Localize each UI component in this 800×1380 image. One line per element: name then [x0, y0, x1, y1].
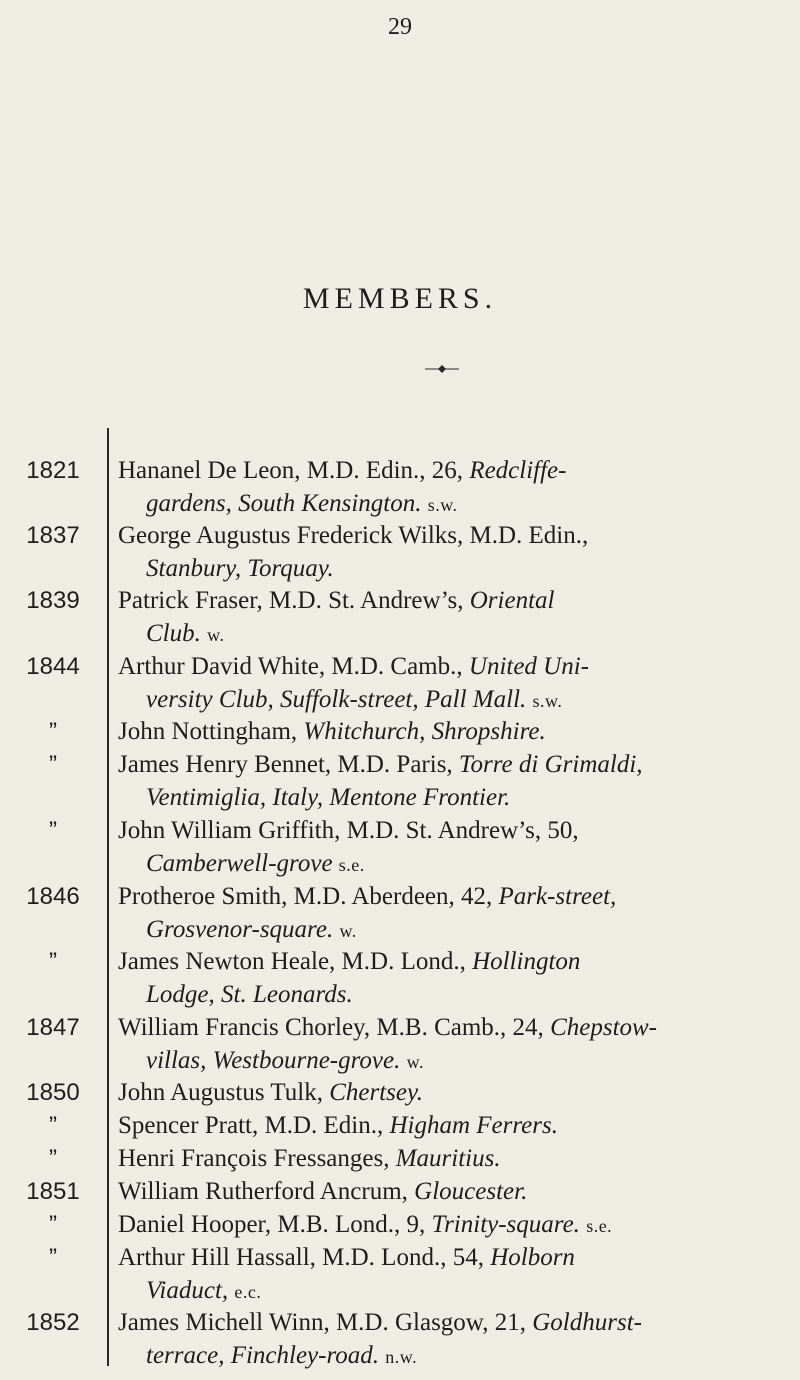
- address-text: Torre di Grimaldi,: [458, 751, 643, 778]
- entry-line-first: [118, 1175, 798, 1208]
- address-text: Park-street,: [498, 883, 617, 910]
- member-entry: [118, 1175, 798, 1208]
- entry-line-continued: [118, 913, 798, 948]
- member-name-text: William Rutherford Ancrum,: [118, 1178, 415, 1205]
- page-number: 29: [388, 14, 412, 40]
- member-entry: [118, 519, 798, 585]
- member-name-text: George Augustus Frederick Wilks, M.D. Edin.,: [118, 522, 589, 549]
- entry-line-continued: [118, 781, 798, 814]
- member-year: 1839: [26, 587, 80, 614]
- postal-district: e.c.: [234, 1282, 262, 1302]
- entry-line-first: [118, 748, 798, 781]
- postal-district: s.e.: [586, 1216, 613, 1236]
- column-divider: [107, 428, 109, 1366]
- member-entry: [118, 748, 798, 814]
- postal-district: s.w.: [532, 691, 563, 711]
- member-year: 1851: [26, 1178, 80, 1205]
- address-text: Whitchurch, Shropshire.: [303, 718, 546, 745]
- member-name-text: James Michell Winn, M.D. Glasgow, 21,: [118, 1309, 533, 1336]
- member-year: ”: [49, 948, 57, 975]
- page-title: MEMBERS.: [302, 282, 498, 315]
- member-name-text: Spencer Pratt, M.D. Edin.,: [118, 1112, 390, 1139]
- member-name-text: Hananel De Leon, M.D. Edin., 26,: [118, 457, 470, 484]
- member-name-text: John William Griffith, M.D. St. Andrew’s, 50,: [118, 817, 579, 844]
- member-year: 1821: [26, 457, 80, 484]
- entry-line-first: [118, 715, 798, 748]
- entry-line-continued: [118, 1044, 798, 1079]
- address-text: Mauritius.: [395, 1145, 501, 1172]
- member-entry: [118, 1011, 798, 1079]
- member-year: 1846: [26, 883, 80, 910]
- entry-line-continued: [118, 683, 798, 718]
- member-entry: [118, 584, 798, 652]
- entry-line-continued: [118, 617, 798, 652]
- member-entry: [118, 454, 798, 522]
- address-text: Oriental: [469, 587, 555, 614]
- member-name-text: Arthur David White, M.D. Camb.,: [118, 653, 469, 680]
- member-name-text: Henri François Fressanges,: [118, 1145, 396, 1172]
- entry-line-continued: [118, 978, 798, 1011]
- entry-line-first: [118, 1241, 798, 1274]
- member-entry: [118, 1241, 798, 1309]
- diamond-rule-ornament-icon: [425, 364, 459, 374]
- member-year: 1850: [26, 1079, 80, 1106]
- entry-line-first: [118, 1011, 798, 1044]
- address-text: Viaduct,: [146, 1277, 229, 1304]
- member-entry: [118, 1306, 798, 1374]
- postal-district: s.w.: [427, 495, 458, 515]
- member-year: ”: [49, 751, 57, 778]
- entry-line-first: [118, 1109, 798, 1142]
- entry-line-first: [118, 454, 798, 487]
- member-year: ”: [49, 1145, 57, 1172]
- member-entry: [118, 650, 798, 718]
- postal-district: s.e.: [338, 855, 365, 875]
- address-text: gardens, South Kensington.: [146, 490, 422, 517]
- member-year: 1847: [26, 1014, 80, 1041]
- member-entry: [118, 715, 798, 748]
- entry-line-continued: [118, 1339, 798, 1374]
- postal-district: n.w.: [385, 1347, 418, 1367]
- address-text: United Uni-: [468, 653, 590, 680]
- member-name-text: James Henry Bennet, M.D. Paris,: [118, 751, 459, 778]
- address-text: Chertsey.: [329, 1079, 423, 1106]
- address-text: Grosvenor-square.: [146, 916, 334, 943]
- address-text: Lodge, St. Leonards.: [146, 981, 353, 1008]
- entry-line-continued: [118, 1274, 798, 1309]
- address-text: villas, Westbourne-grove.: [146, 1047, 401, 1074]
- entry-line-first: [118, 945, 798, 978]
- entry-line-continued: [118, 847, 798, 882]
- address-text: Goldhurst-: [532, 1309, 642, 1336]
- address-text: Gloucester.: [414, 1178, 528, 1205]
- member-entry: [118, 814, 798, 882]
- member-entry: [118, 1076, 798, 1109]
- member-year: ”: [49, 817, 57, 844]
- member-name-text: William Francis Chorley, M.B. Camb., 24,: [118, 1014, 551, 1041]
- address-text: versity Club, Suffolk-street, Pall Mall.: [146, 686, 527, 713]
- member-entry: [118, 1142, 798, 1175]
- member-name-text: Arthur Hill Hassall, M.D. Lond., 54,: [118, 1244, 491, 1271]
- entry-line-first: [118, 814, 798, 847]
- entry-line-first: [118, 1208, 798, 1243]
- entry-line-first: [118, 1306, 798, 1339]
- member-year: ”: [49, 1112, 57, 1139]
- entry-line-first: [118, 584, 798, 617]
- member-entry: [118, 880, 798, 948]
- address-text: Trinity-square.: [431, 1211, 580, 1238]
- entry-line-continued: [118, 552, 798, 585]
- address-text: Holborn: [490, 1244, 575, 1271]
- address-text: Chepstow-: [550, 1014, 658, 1041]
- entry-line-first: [118, 880, 798, 913]
- address-text: Higham Ferrers.: [389, 1112, 558, 1139]
- entry-line-first: [118, 1076, 798, 1109]
- member-name-text: John Augustus Tulk,: [118, 1079, 330, 1106]
- member-entry: [118, 945, 798, 1011]
- member-year: ”: [49, 1211, 57, 1238]
- member-name-text: John Nottingham,: [118, 718, 304, 745]
- address-text: Hollington: [472, 948, 581, 975]
- address-text: Redcliffe-: [469, 457, 567, 484]
- member-entry: [118, 1109, 798, 1142]
- entry-line-first: [118, 1142, 798, 1175]
- member-year: 1837: [26, 522, 80, 549]
- address-text: Stanbury, Torquay.: [146, 555, 334, 582]
- member-entry: [118, 1208, 798, 1243]
- entry-line-continued: [118, 487, 798, 522]
- member-name-text: James Newton Heale, M.D. Lond.,: [118, 948, 473, 975]
- member-year: ”: [49, 718, 57, 745]
- address-text: Camberwell-grove: [146, 850, 333, 877]
- member-year: ”: [49, 1244, 57, 1271]
- member-year: 1844: [26, 653, 80, 680]
- address-text: Ventimiglia, Italy, Mentone Frontier.: [146, 784, 511, 811]
- postal-district: w.: [207, 625, 225, 645]
- member-name-text: Daniel Hooper, M.B. Lond., 9,: [118, 1211, 432, 1238]
- member-name-text: Patrick Fraser, M.D. St. Andrew’s,: [118, 587, 470, 614]
- entry-line-first: [118, 519, 798, 552]
- address-text: terrace, Finchley-road.: [146, 1342, 380, 1369]
- member-name-text: Protheroe Smith, M.D. Aberdeen, 42,: [118, 883, 499, 910]
- member-year: 1852: [26, 1309, 80, 1336]
- address-text: Club.: [146, 620, 201, 647]
- postal-district: w.: [406, 1052, 424, 1072]
- entry-line-first: [118, 650, 798, 683]
- postal-district: w.: [339, 921, 357, 941]
